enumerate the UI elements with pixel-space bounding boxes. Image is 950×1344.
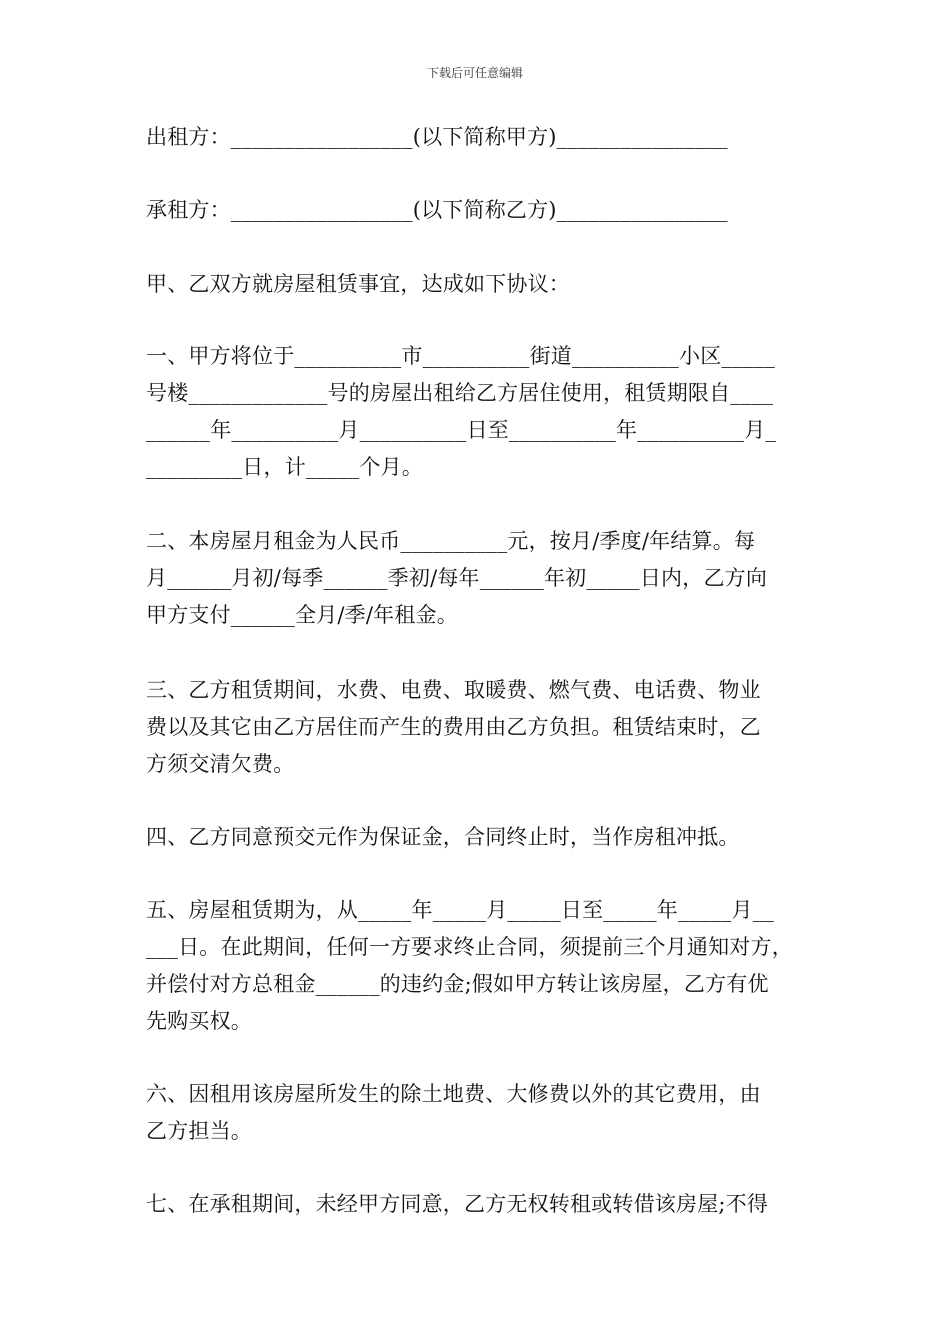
- clause-1-line: ______年__________月__________日至__________年__________月_: [146, 418, 777, 442]
- clause-3-line: 费以及其它由乙方居住而产生的费用由乙方负担。租赁结束时，乙: [146, 715, 761, 739]
- clause-2-line: 甲方支付______全月/季/年租金。: [146, 603, 458, 627]
- clause-6-line: 六、因租用该房屋所发生的除土地费、大修费以外的其它费用，由: [146, 1082, 761, 1106]
- clause-1-line: 号楼_____________号的房屋出租给乙方居住使用，租赁期限自____: [146, 381, 774, 405]
- clause-5-line: ___日。在此期间，任何一方要求终止合同，须提前三个月通知对方，: [146, 935, 793, 959]
- clause-5-line: 五、房屋租赁期为，从_____年_____月_____日至_____年_____月__: [146, 898, 775, 922]
- clause-4-line: 四、乙方同意预交元作为保证金，合同终止时，当作房租冲抵。: [146, 825, 740, 849]
- lessor-line: 出租方：_________________(以下简称甲方)________________: [146, 125, 728, 149]
- intro-paragraph: 甲、乙双方就房屋租赁事宜，达成如下协议：: [146, 272, 570, 296]
- clause-1-line: _________日，计_____个月。: [146, 455, 423, 479]
- clause-2-line: 二、本房屋月租金为人民币__________元，按月/季度/年结算。每: [146, 529, 756, 553]
- clause-2-line: 月______月初/每季______季初/每年______年初_____日内，乙方向: [146, 566, 768, 590]
- header-note: 下载后可任意编辑: [426, 66, 523, 80]
- clause-5-line: 并偿付对方总租金______的违约金;假如甲方转让该房屋，乙方有优: [146, 972, 769, 996]
- clause-1-line: 一、甲方将位于__________市__________街道__________小区_____: [146, 344, 775, 368]
- clause-3-line: 三、乙方租赁期间，水费、电费、取暖费、燃气费、电话费、物业: [146, 678, 761, 702]
- clause-6-line: 乙方担当。: [146, 1119, 252, 1143]
- lessee-line: 承租方：_________________(以下简称乙方)________________: [146, 198, 728, 222]
- clause-7-line: 七、在承租期间，未经甲方同意，乙方无权转租或转借该房屋;不得: [146, 1192, 769, 1216]
- clause-5-line: 先购买权。: [146, 1009, 252, 1033]
- clause-3-line: 方须交清欠费。: [146, 752, 295, 776]
